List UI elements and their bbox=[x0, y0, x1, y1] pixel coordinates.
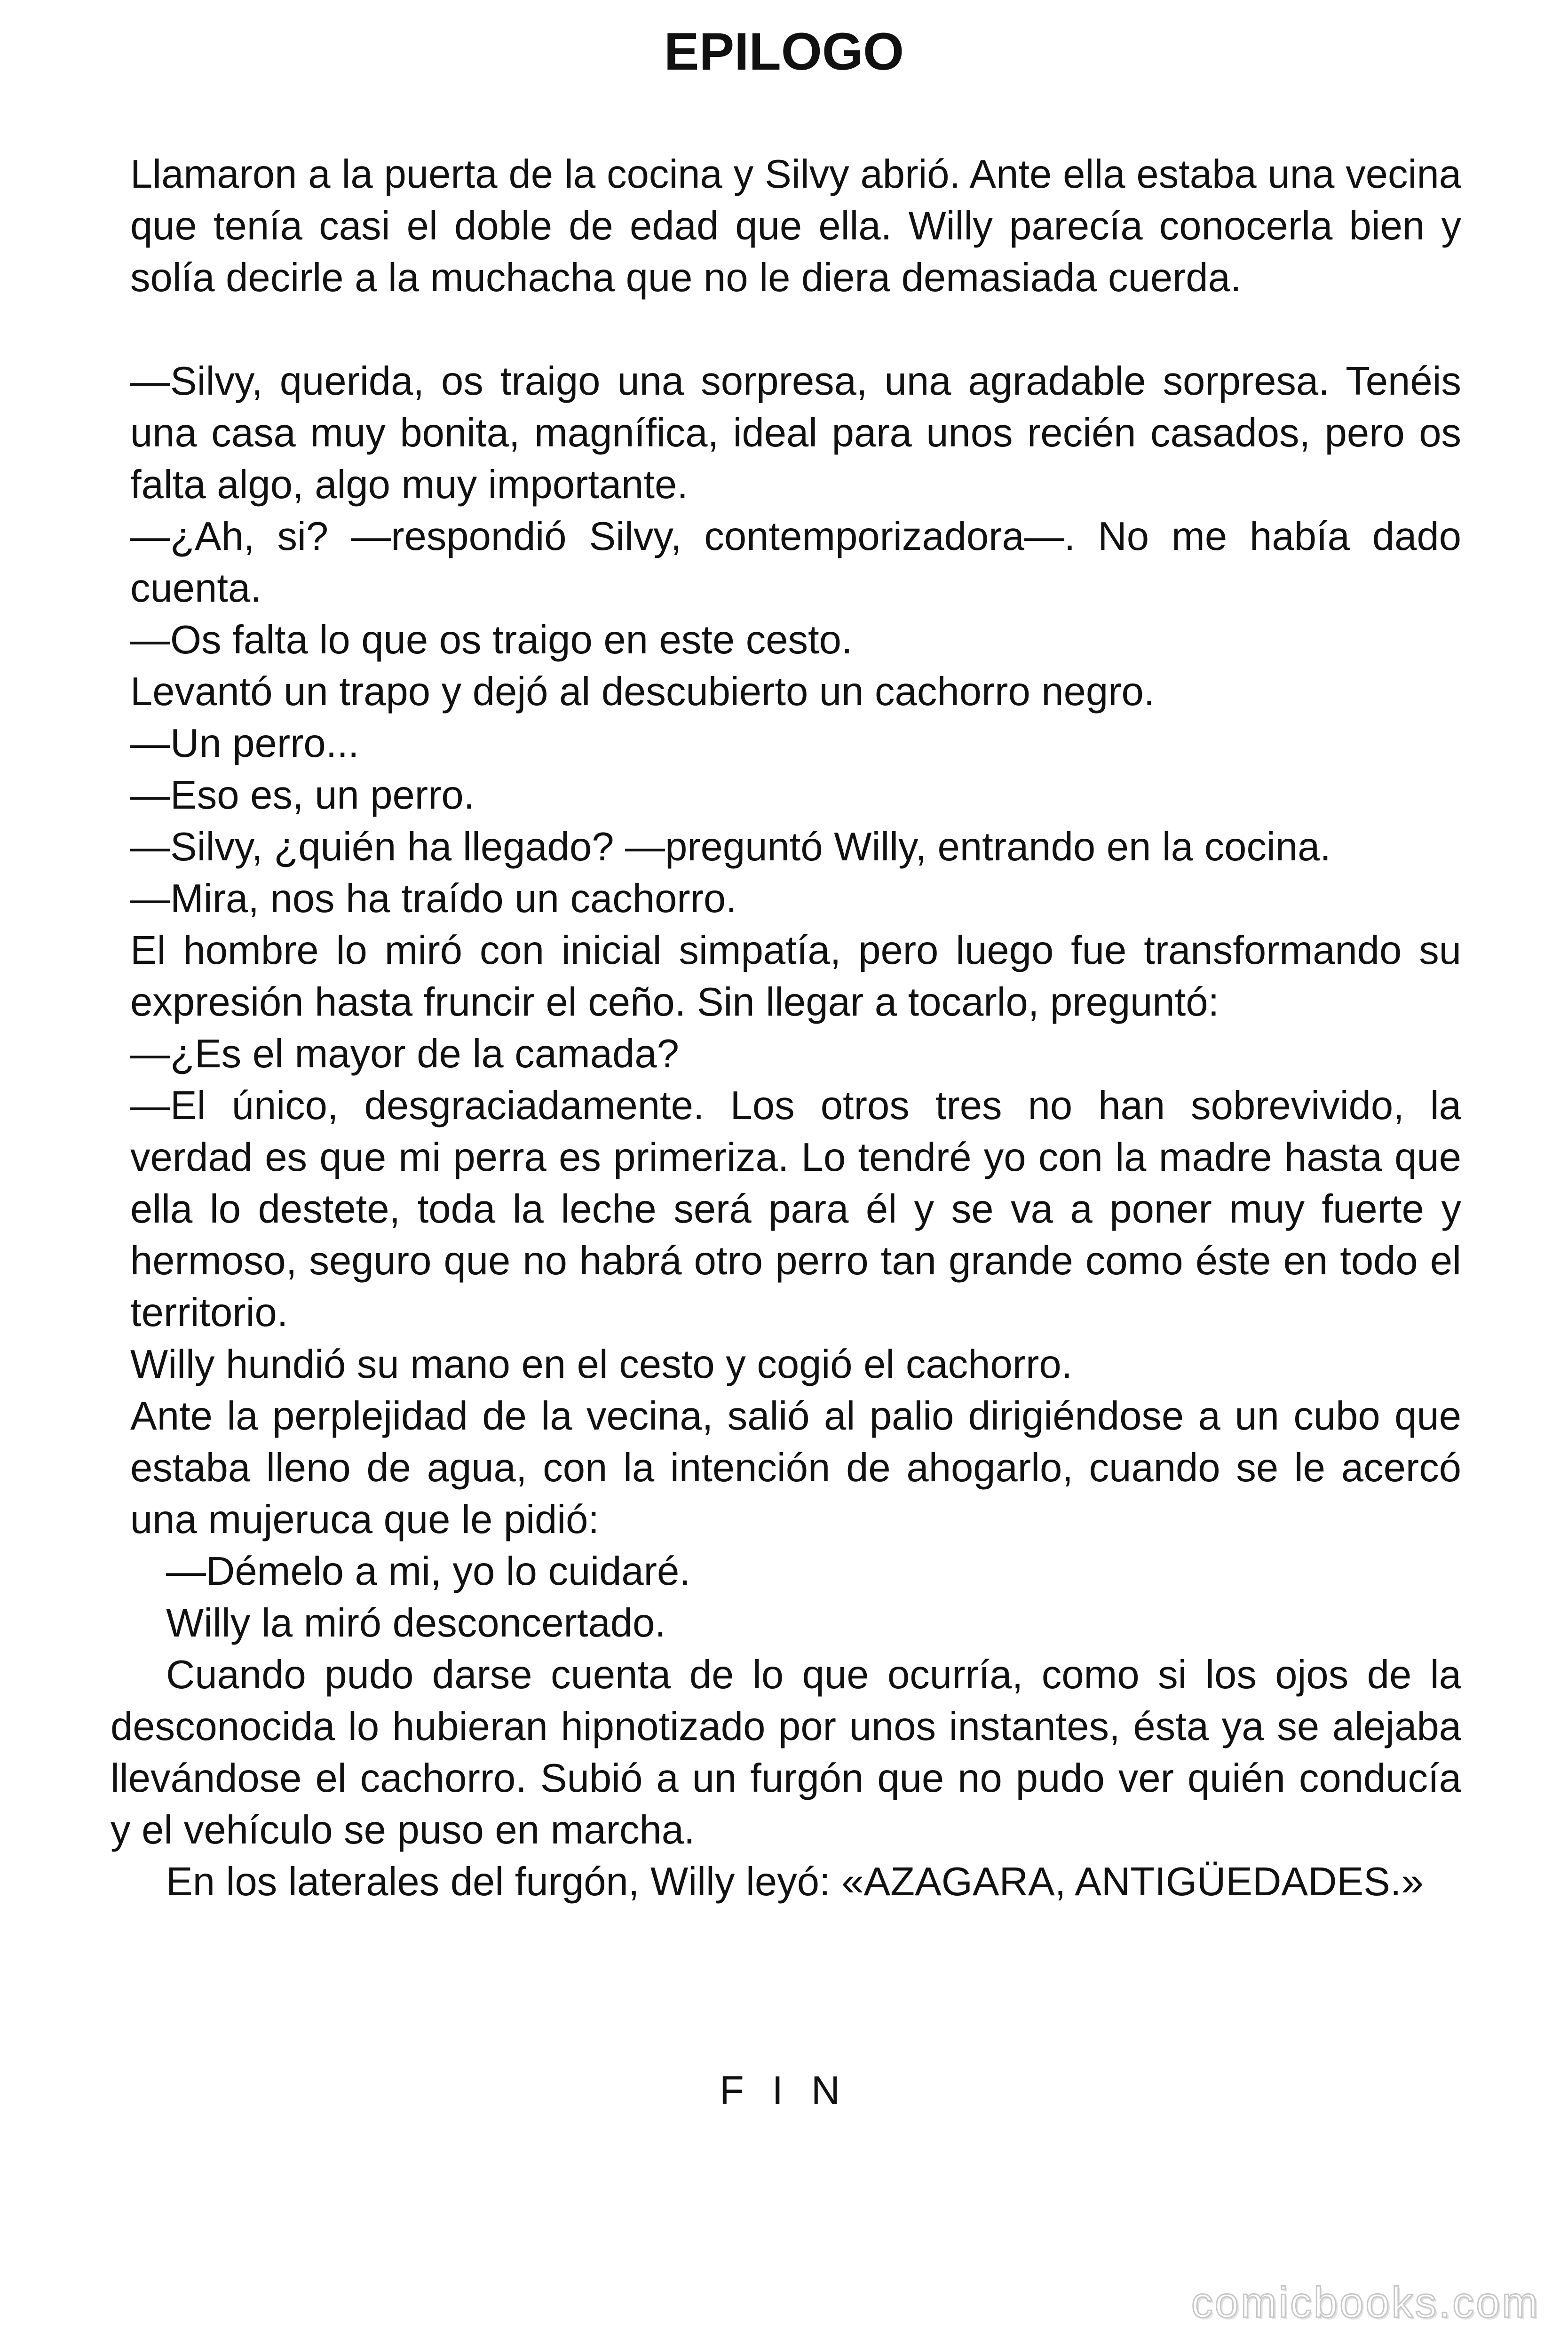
paragraph-1: Llamaron a la puerta de la cocina y Silvy abrió. Ante ella estaba una vecina que tenía casi el doble de edad que ella. Willy parecía conocerla bien y solía decirle a la muchacha que no le diera demasiada cuerda. bbox=[130, 152, 1461, 300]
paragraph-3: —¿Ah, si? —respondió Silvy, contemporizadora—. No me había dado cuenta. bbox=[130, 514, 1461, 611]
paragraph-13: Willy hundió su mano en el cesto y cogió el cachorro. bbox=[130, 1342, 1073, 1387]
paragraph-11: —¿Es el mayor de la camada? bbox=[130, 1032, 679, 1076]
paragraph-16: Willy la miró desconcertado. bbox=[166, 1601, 666, 1645]
paragraph-5: Levantó un trapo y dejó al descubierto un cachorro negro. bbox=[130, 669, 1155, 714]
paragraph-12: —El único, desgraciadamente. Los otros tres no han sobrevivido, la verdad es que mi perra es primeriza. Lo tendré yo con la madre hasta que ella lo destete, toda la leche será para él y se va a poner muy fuerte y hermoso, seguro que no habrá otro perro tan grande como éste en todo el territorio. bbox=[130, 1083, 1461, 1335]
paragraph-9: —Mira, nos ha traído un cachorro. bbox=[130, 876, 737, 921]
paragraph-18: En los laterales del furgón, Willy leyó: «AZAGARA, ANTIGÜEDADES.» bbox=[166, 1859, 1424, 1904]
paragraph-6: —Un perro... bbox=[130, 721, 359, 766]
page-title: EPILOGO bbox=[664, 22, 904, 81]
paragraph-10: El hombre lo miró con inicial simpatía, pero luego fue transformando su expresión hasta fruncir el ceño. Sin llegar a tocarlo, preguntó: bbox=[130, 928, 1461, 1025]
paragraph-17: Cuando pudo darse cuenta de lo que ocurría, como si los ojos de la desconocida lo hubieran hipnotizado por unos instantes, ésta ya se alejaba llevándose el cachorro. Subió a un furgón que no pudo ver quién conducía y el vehículo se puso en marcha. bbox=[111, 1653, 1461, 1852]
paragraph-14: Ante la perplejidad de la vecina, salió al palio dirigiéndose a un cubo que estaba lleno de agua, con la intención de ahogarlo, cuando se le acercó una mujeruca que le pidió: bbox=[130, 1394, 1461, 1542]
watermark: comicbooks.com bbox=[1191, 2279, 1540, 2327]
paragraph-15: —Démelo a mi, yo lo cuidaré. bbox=[166, 1549, 690, 1594]
paragraph-7: —Eso es, un perro. bbox=[130, 773, 475, 818]
paragraph-2: —Silvy, querida, os traigo una sorpresa, una agradable sorpresa. Tenéis una casa muy bonita, magnífica, ideal para unos recién casados, pero os falta algo, algo muy importante. bbox=[130, 359, 1461, 507]
ending-text: F I N bbox=[719, 2068, 849, 2113]
paragraph-4: —Os falta lo que os traigo en este cesto. bbox=[130, 618, 853, 662]
paragraph-8: —Silvy, ¿quién ha llegado? —preguntó Willy, entrando en la cocina. bbox=[130, 825, 1331, 869]
